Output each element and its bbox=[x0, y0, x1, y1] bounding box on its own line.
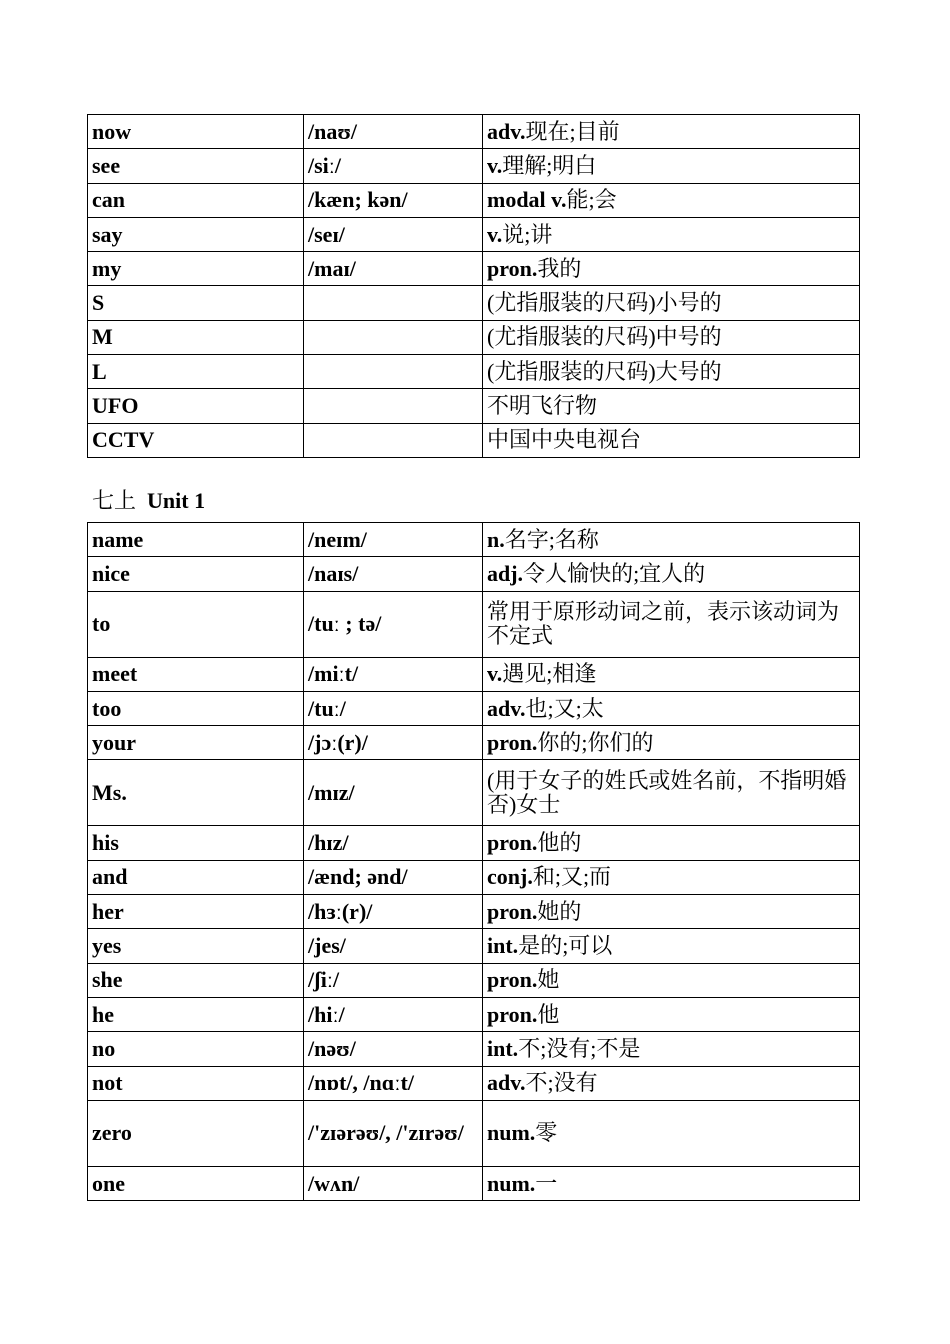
meaning-text: 他 bbox=[537, 1001, 560, 1027]
unit-heading bbox=[92, 489, 205, 513]
phonetic-cell bbox=[304, 355, 483, 389]
phonetic-cell: /mɪz/ bbox=[304, 760, 483, 826]
table-row bbox=[88, 523, 860, 557]
part-of-speech: pron. bbox=[487, 830, 538, 856]
table-row bbox=[88, 826, 860, 860]
meaning-text: 你的;你们的 bbox=[537, 729, 654, 755]
definition-cell bbox=[483, 252, 860, 286]
definition-cell bbox=[483, 1066, 860, 1100]
meaning-text: 她的 bbox=[537, 898, 582, 924]
part-of-speech: pron. bbox=[487, 255, 538, 281]
word-cell: see bbox=[88, 149, 304, 183]
table-row bbox=[88, 320, 860, 354]
word-cell: meet bbox=[88, 657, 304, 691]
part-of-speech: conj. bbox=[487, 864, 533, 890]
phonetic-cell: /ænd; ənd/ bbox=[304, 860, 483, 894]
table-row bbox=[88, 355, 860, 389]
table-row bbox=[88, 591, 860, 657]
definition-cell bbox=[483, 286, 860, 320]
phonetic-cell: /kæn; kən/ bbox=[304, 183, 483, 217]
table-row bbox=[88, 149, 860, 183]
word-cell: zero bbox=[88, 1100, 304, 1166]
part-of-speech: pron. bbox=[487, 967, 538, 993]
phonetic-cell: /hiː/ bbox=[304, 997, 483, 1031]
part-of-speech: pron. bbox=[487, 729, 538, 755]
word-cell: she bbox=[88, 963, 304, 997]
phonetic-cell bbox=[304, 389, 483, 423]
definition-cell bbox=[483, 523, 860, 557]
meaning-text: 我的 bbox=[537, 255, 582, 281]
definition-cell bbox=[483, 1100, 860, 1166]
table-row bbox=[88, 557, 860, 591]
word-cell: UFO bbox=[88, 389, 304, 423]
definition-cell bbox=[483, 1032, 860, 1066]
meaning-text: 说;讲 bbox=[502, 221, 553, 247]
part-of-speech: adj. bbox=[487, 560, 524, 586]
table-row bbox=[88, 657, 860, 691]
definition-cell bbox=[483, 320, 860, 354]
phonetic-cell: /maɪ/ bbox=[304, 252, 483, 286]
table-row bbox=[88, 389, 860, 423]
definition-cell bbox=[483, 760, 860, 826]
word-cell: now bbox=[88, 115, 304, 149]
word-cell: say bbox=[88, 217, 304, 251]
definition-cell bbox=[483, 557, 860, 591]
part-of-speech: pron. bbox=[487, 898, 538, 924]
definition-cell bbox=[483, 115, 860, 149]
table-row bbox=[88, 286, 860, 320]
meaning-text: 不;没有;不是 bbox=[518, 1035, 641, 1061]
table-row bbox=[88, 252, 860, 286]
meaning-text: 能;会 bbox=[566, 187, 617, 213]
part-of-speech: adv. bbox=[487, 695, 526, 721]
word-cell: M bbox=[88, 320, 304, 354]
meaning-text: 遇见;相逢 bbox=[502, 661, 597, 687]
word-cell: S bbox=[88, 286, 304, 320]
table-row bbox=[88, 217, 860, 251]
word-cell: to bbox=[88, 591, 304, 657]
definition-cell bbox=[483, 860, 860, 894]
definition-cell bbox=[483, 217, 860, 251]
definition-cell bbox=[483, 657, 860, 691]
table-row bbox=[88, 115, 860, 149]
definition-cell bbox=[483, 895, 860, 929]
table-row bbox=[88, 963, 860, 997]
phonetic-cell: /jes/ bbox=[304, 929, 483, 963]
word-cell: her bbox=[88, 895, 304, 929]
table-row bbox=[88, 929, 860, 963]
word-cell: too bbox=[88, 691, 304, 725]
table-row bbox=[88, 726, 860, 760]
phonetic-cell: /tuː ; tə/ bbox=[304, 591, 483, 657]
phonetic-cell: /nɒt/, /nɑːt/ bbox=[304, 1066, 483, 1100]
table-row bbox=[88, 760, 860, 826]
part-of-speech: v. bbox=[487, 152, 503, 178]
word-cell: name bbox=[88, 523, 304, 557]
meaning-text: (尤指服装的尺码)大号的 bbox=[487, 358, 722, 384]
table-row bbox=[88, 1166, 860, 1200]
phonetic-cell: /'zɪərəʊ/, /'zɪrəʊ/ bbox=[304, 1100, 483, 1166]
table-row bbox=[88, 1066, 860, 1100]
meaning-text: 常用于原形动词之前，表示该动词为不定式 bbox=[487, 599, 840, 649]
word-cell: yes bbox=[88, 929, 304, 963]
part-of-speech: v. bbox=[487, 661, 503, 687]
word-cell: L bbox=[88, 355, 304, 389]
part-of-speech: num. bbox=[487, 1170, 536, 1196]
table-row bbox=[88, 895, 860, 929]
phonetic-cell: /jɔː(r)/ bbox=[304, 726, 483, 760]
definition-cell bbox=[483, 963, 860, 997]
meaning-text: (尤指服装的尺码)中号的 bbox=[487, 324, 722, 350]
part-of-speech: adv. bbox=[487, 118, 526, 144]
word-cell: CCTV bbox=[88, 423, 304, 457]
part-of-speech: n. bbox=[487, 526, 505, 552]
definition-cell bbox=[483, 389, 860, 423]
definition-cell bbox=[483, 423, 860, 457]
meaning-text: 和;又;而 bbox=[532, 864, 612, 890]
definition-cell bbox=[483, 591, 860, 657]
meaning-text: 令人愉快的;宜人的 bbox=[523, 560, 706, 586]
definition-cell bbox=[483, 691, 860, 725]
table-row bbox=[88, 1032, 860, 1066]
meaning-text: 不明飞行物 bbox=[487, 393, 598, 419]
meaning-text: 不;没有 bbox=[525, 1070, 598, 1096]
phonetic-cell bbox=[304, 286, 483, 320]
word-cell: my bbox=[88, 252, 304, 286]
word-cell: can bbox=[88, 183, 304, 217]
phonetic-cell: /nəʊ/ bbox=[304, 1032, 483, 1066]
meaning-text: 是的;可以 bbox=[518, 933, 613, 959]
word-cell: no bbox=[88, 1032, 304, 1066]
table-row bbox=[88, 183, 860, 217]
part-of-speech: pron. bbox=[487, 1001, 538, 1027]
word-cell: one bbox=[88, 1166, 304, 1200]
phonetic-cell: /tuː/ bbox=[304, 691, 483, 725]
word-cell: Ms. bbox=[88, 760, 304, 826]
meaning-text: 现在;目前 bbox=[525, 118, 620, 144]
definition-cell bbox=[483, 997, 860, 1031]
word-cell: and bbox=[88, 860, 304, 894]
phonetic-cell: /hɜː(r)/ bbox=[304, 895, 483, 929]
definition-cell bbox=[483, 1166, 860, 1200]
part-of-speech: int. bbox=[487, 1035, 519, 1061]
meaning-text: 中国中央电视台 bbox=[487, 427, 642, 453]
meaning-text: 零 bbox=[535, 1120, 558, 1146]
part-of-speech: modal v. bbox=[487, 187, 567, 213]
phonetic-cell: /hɪz/ bbox=[304, 826, 483, 860]
meaning-text: 理解;明白 bbox=[502, 152, 597, 178]
definition-cell bbox=[483, 183, 860, 217]
part-of-speech: int. bbox=[487, 933, 519, 959]
meaning-text: 她 bbox=[537, 967, 560, 993]
phonetic-cell: /miːt/ bbox=[304, 657, 483, 691]
meaning-text: (尤指服装的尺码)小号的 bbox=[487, 290, 722, 316]
phonetic-cell bbox=[304, 320, 483, 354]
definition-cell bbox=[483, 355, 860, 389]
word-cell: his bbox=[88, 826, 304, 860]
table-row bbox=[88, 691, 860, 725]
word-cell: nice bbox=[88, 557, 304, 591]
part-of-speech: adv. bbox=[487, 1070, 526, 1096]
phonetic-cell: /neɪm/ bbox=[304, 523, 483, 557]
table-row bbox=[88, 997, 860, 1031]
phonetic-cell: /siː/ bbox=[304, 149, 483, 183]
vocab-table-2 bbox=[87, 522, 860, 1201]
phonetic-cell: /naɪs/ bbox=[304, 557, 483, 591]
definition-cell bbox=[483, 149, 860, 183]
grade-label: 七上 bbox=[92, 488, 137, 513]
table-row bbox=[88, 860, 860, 894]
phonetic-cell: /wʌn/ bbox=[304, 1166, 483, 1200]
word-cell: your bbox=[88, 726, 304, 760]
table-row bbox=[88, 423, 860, 457]
phonetic-cell: /ʃiː/ bbox=[304, 963, 483, 997]
phonetic-cell: /seɪ/ bbox=[304, 217, 483, 251]
unit-label: Unit 1 bbox=[147, 488, 206, 513]
meaning-text: (用于女子的姓氏或姓名前，不指明婚否)女士 bbox=[487, 767, 847, 817]
definition-cell bbox=[483, 826, 860, 860]
meaning-text: 也;又;太 bbox=[525, 695, 604, 721]
word-cell: not bbox=[88, 1066, 304, 1100]
meaning-text: 名字;名称 bbox=[504, 526, 599, 552]
table-row bbox=[88, 1100, 860, 1166]
part-of-speech: v. bbox=[487, 221, 503, 247]
vocab-table-1 bbox=[87, 114, 860, 458]
part-of-speech: num. bbox=[487, 1120, 536, 1146]
definition-cell bbox=[483, 929, 860, 963]
word-cell: he bbox=[88, 997, 304, 1031]
meaning-text: 他的 bbox=[537, 830, 582, 856]
meaning-text: 一 bbox=[535, 1170, 558, 1196]
phonetic-cell: /naʊ/ bbox=[304, 115, 483, 149]
definition-cell bbox=[483, 726, 860, 760]
phonetic-cell bbox=[304, 423, 483, 457]
